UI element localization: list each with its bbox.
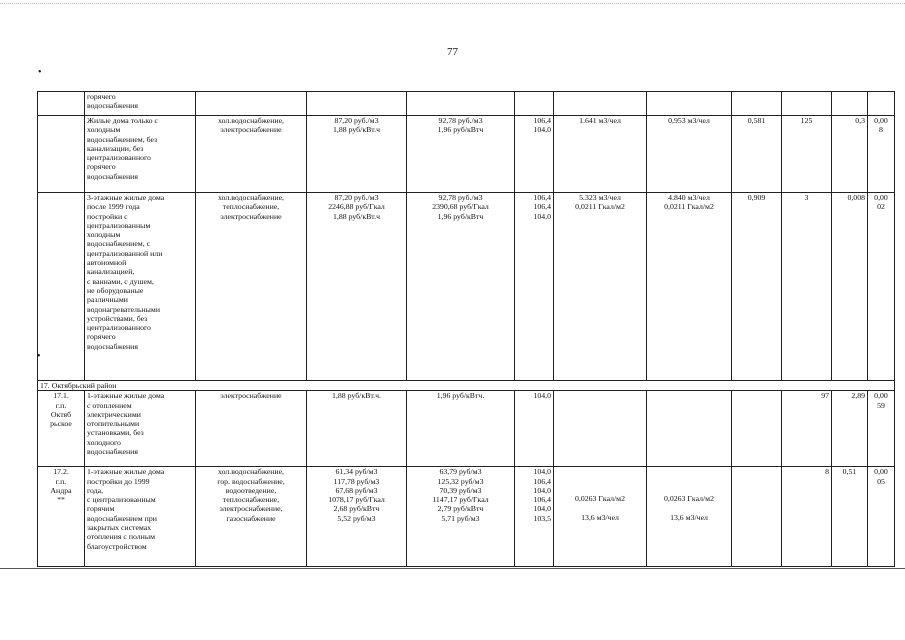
services-cell [196, 116, 307, 193]
value-cell: 97 [782, 391, 832, 467]
value-cell: 8 [782, 467, 832, 567]
cell-text: 104,0 [533, 467, 551, 477]
cell-text: 02 [877, 202, 885, 212]
value-cell [868, 92, 895, 116]
cell-text: г.п. [55, 476, 67, 486]
cell-text: электроснабжение [220, 391, 282, 401]
housing-type-cell [85, 193, 196, 381]
cell-text: 1,96 руб/кВтч [437, 211, 484, 221]
cell-text: отопительными [87, 419, 140, 429]
value-cell: 2,89 [832, 391, 868, 467]
cell-text: централизованной или [87, 248, 163, 258]
cell-text: 5,52 руб/м3 [337, 513, 376, 523]
cell-text: холодным [87, 230, 121, 240]
cell-text: 1,96 руб/кВтч. [436, 391, 485, 401]
cell-text: газоснабжение [226, 513, 276, 523]
cell-text: 4.840 м3/чел [668, 193, 710, 202]
cell-text: 0,0211 Гкал/м2 [575, 202, 625, 212]
value-cell: 0,008 [832, 193, 868, 381]
cell-text: водоснабжения [87, 171, 138, 181]
tariff-cell [307, 467, 407, 567]
housing-type-cell [85, 391, 196, 467]
cell-text: 117,78 руб/м3 [333, 476, 380, 486]
spacer [556, 485, 644, 494]
cell-text: горячего [87, 92, 116, 101]
cell-text: электроснабжение, [219, 504, 283, 514]
row-number-cell [38, 92, 85, 116]
cell-text: 87,20 руб./м3 [334, 193, 379, 202]
norm-new-cell [647, 391, 732, 467]
cell-text: водоснабжения [87, 447, 138, 457]
cell-text: Жилые дома только с [87, 116, 158, 125]
cell-text: теплоснабжение, [222, 495, 280, 505]
cell-text: отопления с полным [87, 532, 156, 542]
cell-text: с ваннами, с душем, [87, 276, 154, 286]
spacer [649, 485, 729, 494]
norms-table [37, 91, 895, 567]
index-cell [515, 391, 554, 467]
cell-text: 1,88 руб/кВт.ч [333, 211, 380, 221]
cell-text: 61,34 руб/м3 [335, 467, 378, 477]
cell-text: 2,68 руб/кВтч [333, 504, 380, 514]
cell-text: 13,6 м3/чел [581, 512, 619, 522]
cell-text: 92,78 руб./м3 [438, 116, 483, 125]
value-cell [868, 391, 895, 467]
norm-new-cell [647, 116, 732, 193]
cell-text: централизованного [87, 153, 151, 163]
cell-text: электрическими [87, 409, 141, 419]
index-cell [515, 467, 554, 567]
value-cell [868, 116, 895, 193]
table-row [38, 116, 895, 193]
row-number-cell [38, 391, 85, 467]
cell-text: 0,00 [874, 391, 888, 401]
cell-text: 0,0263 Гкал/м2 [664, 494, 714, 504]
cell-text: канализации, без [87, 143, 144, 153]
cell-text: водоснабжения [87, 101, 138, 111]
cell-text: 1,96 руб/кВтч [437, 125, 484, 135]
value-cell: 125 [782, 116, 832, 193]
services-cell [196, 92, 307, 116]
index-cell [515, 116, 554, 193]
tariff-cell [307, 391, 407, 467]
value-cell [782, 92, 832, 116]
cell-text: 106,4 [533, 116, 551, 125]
cell-text: 106,4 [533, 202, 551, 212]
tariff-new-cell [407, 391, 515, 467]
services-cell [196, 467, 307, 567]
cell-text: горячего [87, 162, 116, 172]
cell-text: водонагревательными [87, 304, 161, 314]
cell-text: 2390,68 руб/Гкал [432, 202, 489, 212]
cell-text: канализацией, [87, 267, 135, 277]
value-cell [732, 467, 782, 567]
value-cell: 0,909 [732, 193, 782, 381]
cell-text: хол.водоснабжение, [218, 193, 284, 202]
cell-text: 63,79 руб/м3 [439, 467, 482, 477]
cell-text: года, [87, 485, 104, 495]
cell-text: 106,4 [533, 495, 551, 505]
value-cell: 0,51 [832, 467, 868, 567]
cell-text: водоснабжением, без [87, 134, 158, 144]
cell-text: электроснабжение [220, 125, 282, 135]
cell-text: г.п. [55, 400, 67, 410]
cell-text: 0,953 м3/чел [668, 116, 710, 125]
row-number-cell [38, 116, 85, 193]
norm-cell [554, 467, 647, 567]
cell-text: 17.1. [53, 391, 69, 401]
cell-text: установками, без [87, 428, 144, 438]
district-header-row [38, 381, 895, 391]
norm-cell [554, 193, 647, 381]
spacer [556, 504, 644, 513]
cell-text: 87,20 руб./м3 [334, 116, 379, 125]
cell-text: холодным [87, 125, 121, 135]
cell-text: 106,4 [533, 476, 551, 486]
cell-text: 1,88 руб/кВт.ч. [332, 391, 381, 401]
value-cell [868, 193, 895, 381]
cell-text: после 1999 года [87, 202, 140, 212]
value-cell: 0,581 [732, 116, 782, 193]
spacer [649, 476, 729, 485]
cell-text: 59 [877, 400, 885, 410]
cell-text: 2246,88 руб/Гкал [328, 202, 385, 212]
cell-text: 05 [877, 476, 885, 486]
tariff-cell [307, 92, 407, 116]
cell-text: с централизованным [87, 495, 156, 505]
cell-text: 0,00 [874, 193, 888, 202]
cell-text: 104,0 [533, 504, 551, 514]
cell-text: 1-этажные жилые дома [87, 467, 165, 477]
cell-text: водоснабжения [87, 341, 138, 351]
cell-text: централизованным [87, 220, 151, 230]
district-label: 17. Октябрьский район [38, 381, 895, 391]
cell-text: 104,0 [533, 391, 551, 401]
cell-text: Андра [50, 485, 72, 495]
cell-text: 67,68 руб/м3 [335, 485, 378, 495]
cell-text: 1,88 руб/кВт.ч [333, 125, 380, 135]
cell-text: хол.водоснабжение, [218, 116, 284, 125]
value-cell [732, 92, 782, 116]
cell-text: водоотведение, [225, 485, 277, 495]
cell-text: различными [87, 295, 128, 305]
value-cell: 0,3 [832, 116, 868, 193]
cell-text: 104,0 [533, 125, 551, 135]
cell-text: постройки с [87, 211, 128, 221]
cell-text: автономной [87, 258, 127, 268]
table-row [38, 193, 895, 381]
cell-text: 1147,17 руб/Гкал [432, 495, 489, 505]
cell-text: Октяб [50, 409, 72, 419]
value-cell [832, 92, 868, 116]
cell-text: 5,71 руб/м3 [441, 513, 480, 523]
cell-text: 1.641 м3/чел [579, 116, 621, 125]
cell-text: 92,78 руб./м3 [438, 193, 483, 202]
cell-text: 106,4 [533, 193, 551, 202]
cell-text: постройки до 1999 [87, 476, 150, 486]
cell-text: горячего [87, 332, 116, 342]
cell-text: 104,0 [533, 211, 551, 221]
cell-text: теплоснабжение, [222, 202, 280, 212]
tariff-cell [307, 116, 407, 193]
cell-text: закрытых системах [87, 523, 152, 533]
cell-text: с отоплением [87, 400, 132, 410]
scan-speck: • [37, 351, 41, 362]
cell-text: централизованного [87, 323, 151, 333]
cell-text: 17.2. [53, 467, 69, 477]
norm-new-cell [647, 92, 732, 116]
index-cell [515, 92, 554, 116]
row-number-cell [38, 467, 85, 567]
cell-text: 2,79 руб/кВтч [437, 504, 484, 514]
cell-text: 0,00 [874, 116, 888, 125]
housing-type-cell [85, 92, 196, 116]
cell-text: водоснабжением, с [87, 239, 151, 249]
spacer [556, 476, 644, 485]
cell-text: ** [57, 495, 65, 505]
cell-text: рьское [50, 419, 72, 429]
cell-text: 0,0263 Гкал/м2 [575, 494, 625, 504]
scan-speck: • [38, 67, 42, 78]
value-cell [868, 467, 895, 567]
cell-text: 3-этажные жилые дома [87, 193, 165, 202]
scan-top-edge [0, 3, 905, 4]
value-cell: 3 [782, 193, 832, 381]
index-cell [515, 193, 554, 381]
scan-bottom-edge [0, 568, 905, 569]
cell-text: 70,39 руб/м3 [439, 485, 482, 495]
cell-text: 1078,17 руб/Гкал [328, 495, 385, 505]
services-cell [196, 391, 307, 467]
cell-text: устройствами, без [87, 313, 148, 323]
spacer [556, 467, 644, 476]
housing-type-cell [85, 467, 196, 567]
cell-text: горячим [87, 504, 115, 514]
cell-text: не оборудованые [87, 285, 144, 295]
norm-new-cell [647, 193, 732, 381]
cell-text: 1-этажные жилые дома [87, 391, 165, 401]
cell-text: 0,0211 Гкал/м2 [664, 202, 714, 212]
spacer [649, 504, 729, 513]
norm-new-cell [647, 467, 732, 567]
cell-text: 125,32 руб/м3 [437, 476, 484, 486]
page-number: 77 [447, 46, 458, 58]
tariff-new-cell [407, 193, 515, 381]
cell-text: гор. водоснабжение, [217, 476, 285, 486]
services-cell [196, 193, 307, 381]
value-cell [732, 391, 782, 467]
norm-cell [554, 92, 647, 116]
housing-type-cell [85, 116, 196, 193]
norm-cell [554, 391, 647, 467]
cell-text: 104,0 [533, 485, 551, 495]
cell-text: 13,6 м3/чел [670, 512, 708, 522]
cell-text: хол.водоснабжение, [218, 467, 284, 477]
cell-text: благоустройством [87, 541, 147, 551]
tariff-cell [307, 193, 407, 381]
table-row [38, 391, 895, 467]
cell-text: 5.323 м3/чел [579, 193, 621, 202]
cell-text: электроснабжение [220, 211, 282, 221]
row-number-cell [38, 193, 85, 381]
cell-text: 8 [879, 125, 883, 135]
cell-text: 0,00 [874, 467, 888, 477]
cell-text: 103,5 [533, 513, 551, 523]
norm-cell [554, 116, 647, 193]
cell-text: холодного [87, 437, 121, 447]
spacer [649, 467, 729, 476]
tariff-new-cell [407, 467, 515, 567]
table-row [38, 92, 895, 116]
tariff-new-cell [407, 92, 515, 116]
cell-text: водоснабжением при [87, 513, 157, 523]
table-row [38, 467, 895, 567]
tariff-new-cell [407, 116, 515, 193]
